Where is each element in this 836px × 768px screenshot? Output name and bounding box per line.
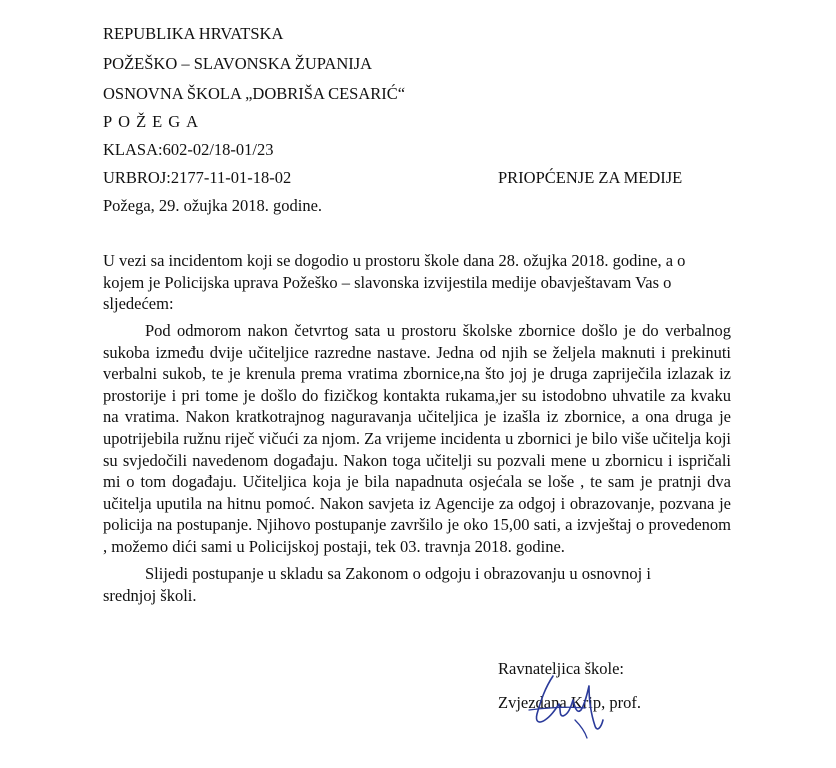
document-type-title: PRIOPĆENJE ZA MEDIJE (498, 168, 683, 187)
signature-title: Ravnateljica škole: (498, 659, 624, 678)
closing-paragraph: Slijedi postupanje u skladu sa Zakonom o odgoju i obrazovanju u osnovnoj i srednjoj školi. (103, 564, 651, 605)
header-republic: REPUBLIKA HRVATSKA (103, 24, 284, 43)
handwritten-signature (515, 670, 625, 740)
header-date: Požega, 29. ožujka 2018. godine. (103, 196, 323, 215)
header-school: OSNOVNA ŠKOLA „DOBRIŠA CESARIĆ“ (103, 84, 406, 103)
body-paragraph: Pod odmorom nakon četvrtog sata u prostoru školske zbornice došlo je do verbalnog sukoba između dvije učiteljice razredne nastave. Jedna od njih se željela maknuti i prekinuti verbalni sukob, te je krenula prema vratima zbornice,na što joj je druga zapriječila izlazak iz prostorije i pri tome je došlo do fizičkog kontakta rukama,jer su istodobno uhvatile za kvaku na vratima. Nakon kratkotrajnog naguravanja učiteljica je izašla iz zbornice, a ona druga je upotrijebila ružnu riječ vičući za njom. Za vrijeme incidenta u zbornici je bilo više učitelja koji su svjedočili navedenom događaju. Nakon toga učitelji su pozvali mene u zbornicu i ispričali mi o tom događaju. Učiteljica koja je bila napadnuta osjećala se loše , te sam je pratnji dva učitelja uputila na hitnu pomoć. Nakon savjeta iz Agencije za odgoj i obrazovanje, pozvana je policija na postupanje. Njihovo postupanje završilo je oko 15,00 sati, a izvještaj o provedenom , možemo dići sami u Policijskoj postaji, tek 03. travnja 2018. godine. (103, 321, 731, 556)
header-urbroj: URBROJ:2177-11-01-18-02 (103, 168, 292, 187)
intro-paragraph: U vezi sa incidentom koji se dogodio u prostoru škole dana 28. ožujka 2018. godine, a o kojem je Policijska uprava Požeško – slavonska izvijestila medije obavještavam Vas o sljedećem: (103, 251, 686, 313)
signature-name: Zvjezdana Krip, prof. (498, 693, 641, 712)
header-city: POŽEGA (103, 112, 205, 131)
header-county: POŽEŠKO – SLAVONSKA ŽUPANIJA (103, 54, 373, 73)
header-klasa: KLASA:602-02/18-01/23 (103, 140, 274, 159)
